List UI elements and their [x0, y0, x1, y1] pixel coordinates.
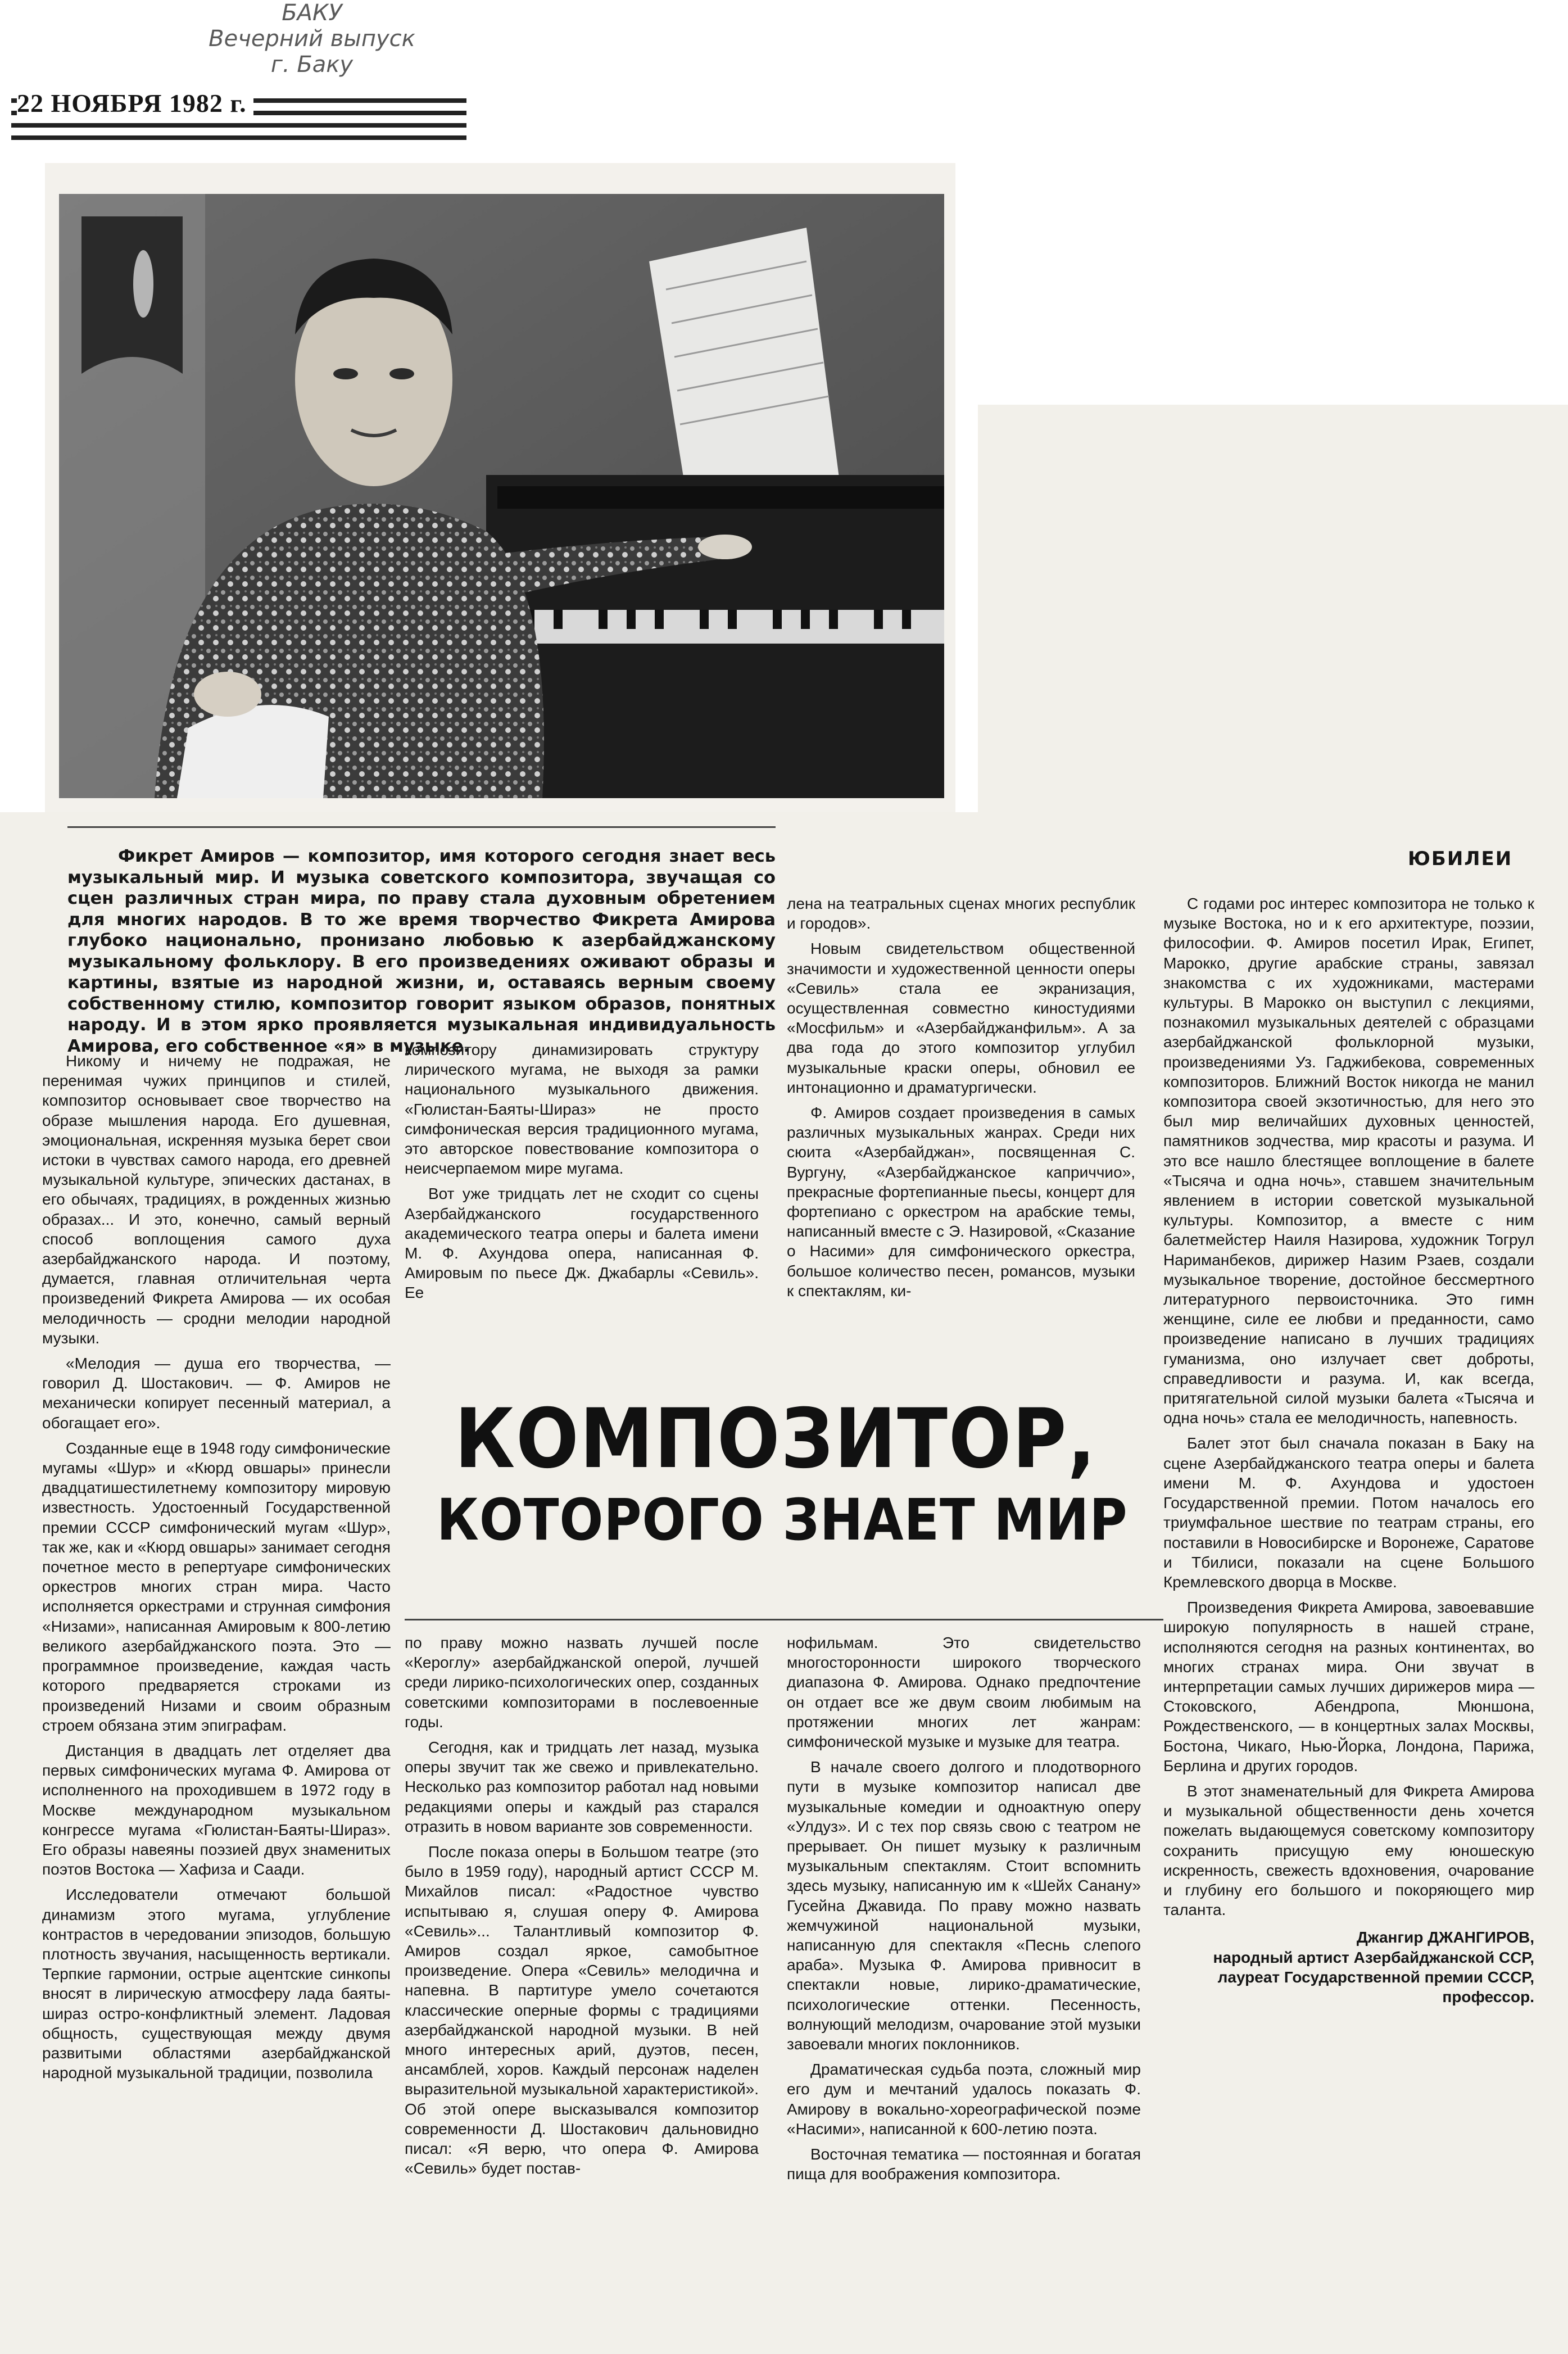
- headline-bottom-rule: [405, 1619, 1163, 1620]
- paragraph: Драматическая судьба поэта, сложный мир его дум и мечтаний удалось показать Ф. Амирову в вокально-хореографической поэме «Насими», написанной к 600-летию поэта.: [787, 2061, 1141, 2138]
- paragraph: Произведения Фикрета Амирова, завоевавшие широкую популярность в нашей стране, исполняются сегодня на разных континентах, во многих странах мира. Они звучат в интерпретации самых лучших дирижеров мира — Стоковского, Абендропа, Мюншона, Рождественского, — в концертных залах Москвы, Бостона, Чикаго, Нью-Йорка, Лондона, Парижа, Берлина и других городов.: [1163, 1599, 1534, 1774]
- rubric-label: ЮБИЛЕИ: [1408, 848, 1513, 870]
- composer-photo: [59, 194, 944, 798]
- paragraph: В этот знаменательный для Фикрета Амирова и музыкальной общественности день хочется пожелать выдающемуся советскому композитору сохранить присущую ему юношескую искренность, свежесть вдохновения, очарование и глубину его большого и покоряющего мир таланта.: [1163, 1782, 1534, 1919]
- paragraph: «Мелодия — душа его творчества, — говорил Д. Шостакович. — Ф. Амиров не механически копирует песенный материал, а обогащает его».: [42, 1355, 391, 1432]
- author-name: Джангир ДЖАНГИРОВ,: [1356, 1929, 1534, 1946]
- lead-paragraph: Фикрет Амиров — композитор, имя которого сегодня знает весь музыкальный мир. И музыка советского композитора, звучащая со сцен различных стран мира, по праву стала духовным обретением для многих народов. В то же время творчество Фикрета Амирова глубоко национально, пронизано любовью к азербайджанскому музыкальному фольклору. В его произведениях оживают образы и картины, взятые из народной жизни, и, оставаясь верным своему собственному стилю, композитор говорит языком образов, понятных народу. И в этом ярко проявляется музыкальная индивидуальность Амирова, его собственное «я» в музыке.: [67, 846, 776, 1056]
- paragraph: Исследователи отмечают большой динамизм этого мугама, углубление контрастов в чередовании эпизодов, большую плотность звучания, насыщенность вертикали. Терпкие гармонии, острые ацентские синкопы вносят в лирическую атмосферу лада баяты-шираз остро-конфликтный элемент. Ладовая общность, существующая между двумя развитыми областями азербайджанской народной музыкальной традиции, позволила: [42, 1886, 391, 2082]
- article-headline: [399, 1391, 1152, 1557]
- paragraph: по праву можно назвать лучшей после «Кероглу» азербайджанской оперой, лучшей среди лирико-психологических опер, созданных советскими композиторами в послевоенные годы.: [405, 1634, 759, 1731]
- paragraph: После показа оперы в Большом театре (это было в 1959 году), народный артист СССР М. Михайлов писал: «Радостное чувство испытываю я, слушая оперу Ф. Амирова «Севиль»... Талантливый композитор Ф. Амиров создал яркое, самобытное произведение. Опера «Севиль» мелодична и напевна. В партитуре умело сочетаются классические оперные формы с традициями азербайджанской народной музыки. В ней много интересных арий, дуэтов, песен, ансамблей, хоров. Каждый персонаж наделен выразительной музыкальной характеристикой». Об этой опере высказывался композитор современности Д. Шостакович дальновидно писал: «Я верю, что опера Ф. Амирова «Севиль» будет постав-: [405, 1843, 759, 2178]
- paragraph: С годами рос интерес композитора не только к музыке Востока, но и к его архитектуре, поэзии, философии. Ф. Амиров посетил Ирак, Египет, Марокко, другие арабские страны, завязал знакомства с их художниками, мастерами культуры. В Марокко он выступил с лекциями, познакомил музыкальных деятелей с образцами азербайджанской фольклорной музыки, произведениями Уз. Гаджибекова, современных композиторов. Ближний Восток никогда не манил композитора своей экзотичностью, для него это был мир величайших духовных ценностей, памятников зодчества, мир красоты и разума. И это все нашло блестящее воплощение в балете «Тысяча и одна ночь», ставшем значительным явлением в истории советской музыкальной культуры. Композитор, а вместе с ним балетмейстер Наиля Назирова, художник Тогрул Нариманбеков, дирижер Назим Рзаев, создали музыкальное творение, достойное бессмертного литературного первоисточника. Это гимн женщине, силе ее любви и преданности, само произведение написано в лучших традициях гуманизма, оно излучает свет доброты, справедливости и разума. И, как всегда, притягательной силой музыки балета «Тысяча и одна ночь» стала ее мелодичность, напевность.: [1163, 895, 1534, 1427]
- paragraph: лена на театральных сценах многих республик и городов».: [787, 895, 1135, 932]
- article-column-1: [42, 1051, 391, 2316]
- paragraph: В начале своего долгого и плодотворного пути в музыке композитор написал две музыкальные комедии и одноактную оперу «Улдуз». И с тех пор связь свою с театром не прерывает. Он пишет музыку к различным музыкальным спектаклям. Стоит вспомнить здесь музыку, написанную им к «Шейх Санану» Гусейна Джавида. По праву можно назвать жемчужиной национальной музыки, написанную для спектакля «Песнь слепого араба». Музыка Ф. Амирова привносит в спектакли новые, лирико-драматические, психологические оттенки. Песенность, волнующий мелодизм, очарование этой музыки завоевали многих поклонников.: [787, 1758, 1141, 2053]
- article-column-3-bottom: [787, 1633, 1141, 2313]
- date-rule: [11, 135, 466, 140]
- stamp-line: БАКУ: [282, 0, 342, 26]
- date-bar: [11, 82, 466, 143]
- date-rule: [11, 123, 466, 128]
- source-stamp: [180, 0, 444, 84]
- paragraph: Сегодня, как и тридцать лет назад, музыка оперы звучит так же свежо и привлекательно. Несколько раз композитор работал над новыми редакциями оперы и каждый раз старался отразить в новом варианте зов современности.: [405, 1739, 759, 1835]
- stamp-line: г. Баку: [270, 52, 354, 78]
- headline-line-2: КОТОРОГО ЗНАЕТ МИР: [437, 1487, 1128, 1554]
- issue-date: 22 НОЯБРЯ 1982 г.: [17, 88, 253, 118]
- paragraph: Созданные еще в 1948 году симфонические мугамы «Шур» и «Кюрд овшары» принесли двадцатишестилетнему композитору мировую известность. Удостоенный Государственной премии СССР симфонический мугам «Шур», так же, как и «Кюрд овшары» занимает сегодня почетное место в репертуаре симфонических оркестров многих стран мира. Часто исполняется оркестрами и струнная симфония «Низами», написанная Амировым к 800-летию великого азербайджанского поэта. Это — программное произведение, каждая часть которого предваряется строками из произведений Низами и своим образным строем обязана этим эпиграфам.: [42, 1439, 391, 1734]
- paragraph: нофильмам. Это свидетельство многосторонности широкого творческого диапазона Ф. Амирова. Однако предпочтение он отдает все же двум своим любимым на протяжении многих лет жанрам: симфонической музыке и музыке для театра.: [787, 1634, 1141, 1751]
- article-column-4: [1163, 894, 1534, 2327]
- paragraph: Ф. Амиров создает произведения в самых различных музыкальных жанрах. Среди них сюита «Азербайджан», посвященная С. Вургуну, «Азербайджанское каприччио», прекрасные фортепианные пьесы, концерт для фортепиано с оркестром на арабские темы, написанный вместе с Э. Назировой, «Сказание о Насими» для симфонического оркестра, большое количество песен, романсов, музыки к спектаклям, ки-: [787, 1104, 1135, 1300]
- paragraph: композитору динамизировать структуру лирического мугама, не выходя за рамки национального музыкального движения. «Гюлистан-Баяты-Шираз» не просто симфоническая версия традиционного мугама, это авторское повествование композитора о неисчерпаемом мире мугама.: [405, 1041, 759, 1178]
- composer-photo-illustration: [59, 194, 944, 798]
- stamp-line: Вечерний выпуск: [209, 26, 415, 52]
- paragraph: Новым свидетельством общественной значимости и художественной ценности оперы «Севиль» стала ее экранизация, осуществленная совместно киностудиями «Мосфильм» и «Азербайджанфильм». А за два года до этого композитор углубил музыкальные краски оперы, обновил ее интонационно и драматургически.: [787, 940, 1135, 1096]
- article-column-2-top: [405, 1040, 759, 1366]
- lead-top-rule: [67, 826, 776, 828]
- paragraph: Никому и ничему не подражая, не перенимая чужих принципов и стилей, композитор основывает свое творчество на образе мышления народа. Его душевная, эмоциональная, искренняя музыка берет свои истоки в чувствах самого народа, его древней музыкальной культуре, эпических дастанах, в его обычаях, традициях, в рожденных жизнью образах... И это, конечно, самый верный способ воплощения самого духа азербайджанского народа. И поэтому, думается, главная отличительная черта произведений Фикрета Амирова — их особая мелодичность — сродни мелодии народной музыки.: [42, 1052, 391, 1347]
- author-title: народный артист Азербайджанской ССР, лауреат Государственной премии СССР, профессор.: [1213, 1948, 1534, 2006]
- headline-line-1: КОМПОЗИТОР,: [454, 1391, 1097, 1487]
- article-column-3-top: [787, 894, 1135, 1366]
- paragraph: Восточная тематика — постоянная и богатая пища для воображения композитора.: [787, 2145, 1141, 2183]
- paragraph: Балет этот был сначала показан в Баку на сцене Азербайджанского театра оперы и балета имени М. Ф. Ахундова и удостоен Государственной премии. Потом началось его триумфальное шествие по театрам страны, его поставили в Новосибирске и Воронеже, Саратове и Тбилиси, показали на сцене Большого Кремлевского дворца в Москве.: [1163, 1434, 1534, 1591]
- paragraph: Вот уже тридцать лет не сходит со сцены Азербайджанского государственного академического театра оперы и балета имени М. Ф. Ахундова опера, написанная Ф. Амировым по пьесе Дж. Джабарлы «Севиль». Ее: [405, 1185, 759, 1302]
- article-column-2-bottom: [405, 1633, 759, 2313]
- paragraph: Дистанция в двадцать лет отделяет два первых симфонических мугама Ф. Амирова от исполненного на проходившем в 1972 году в Москве международном музыкальном конгрессе мугама «Гюлистан-Баяты-Шираз». Его образы навеяны поэзией двух знаменитых поэтов Востока — Хафиза и Саади.: [42, 1741, 391, 1878]
